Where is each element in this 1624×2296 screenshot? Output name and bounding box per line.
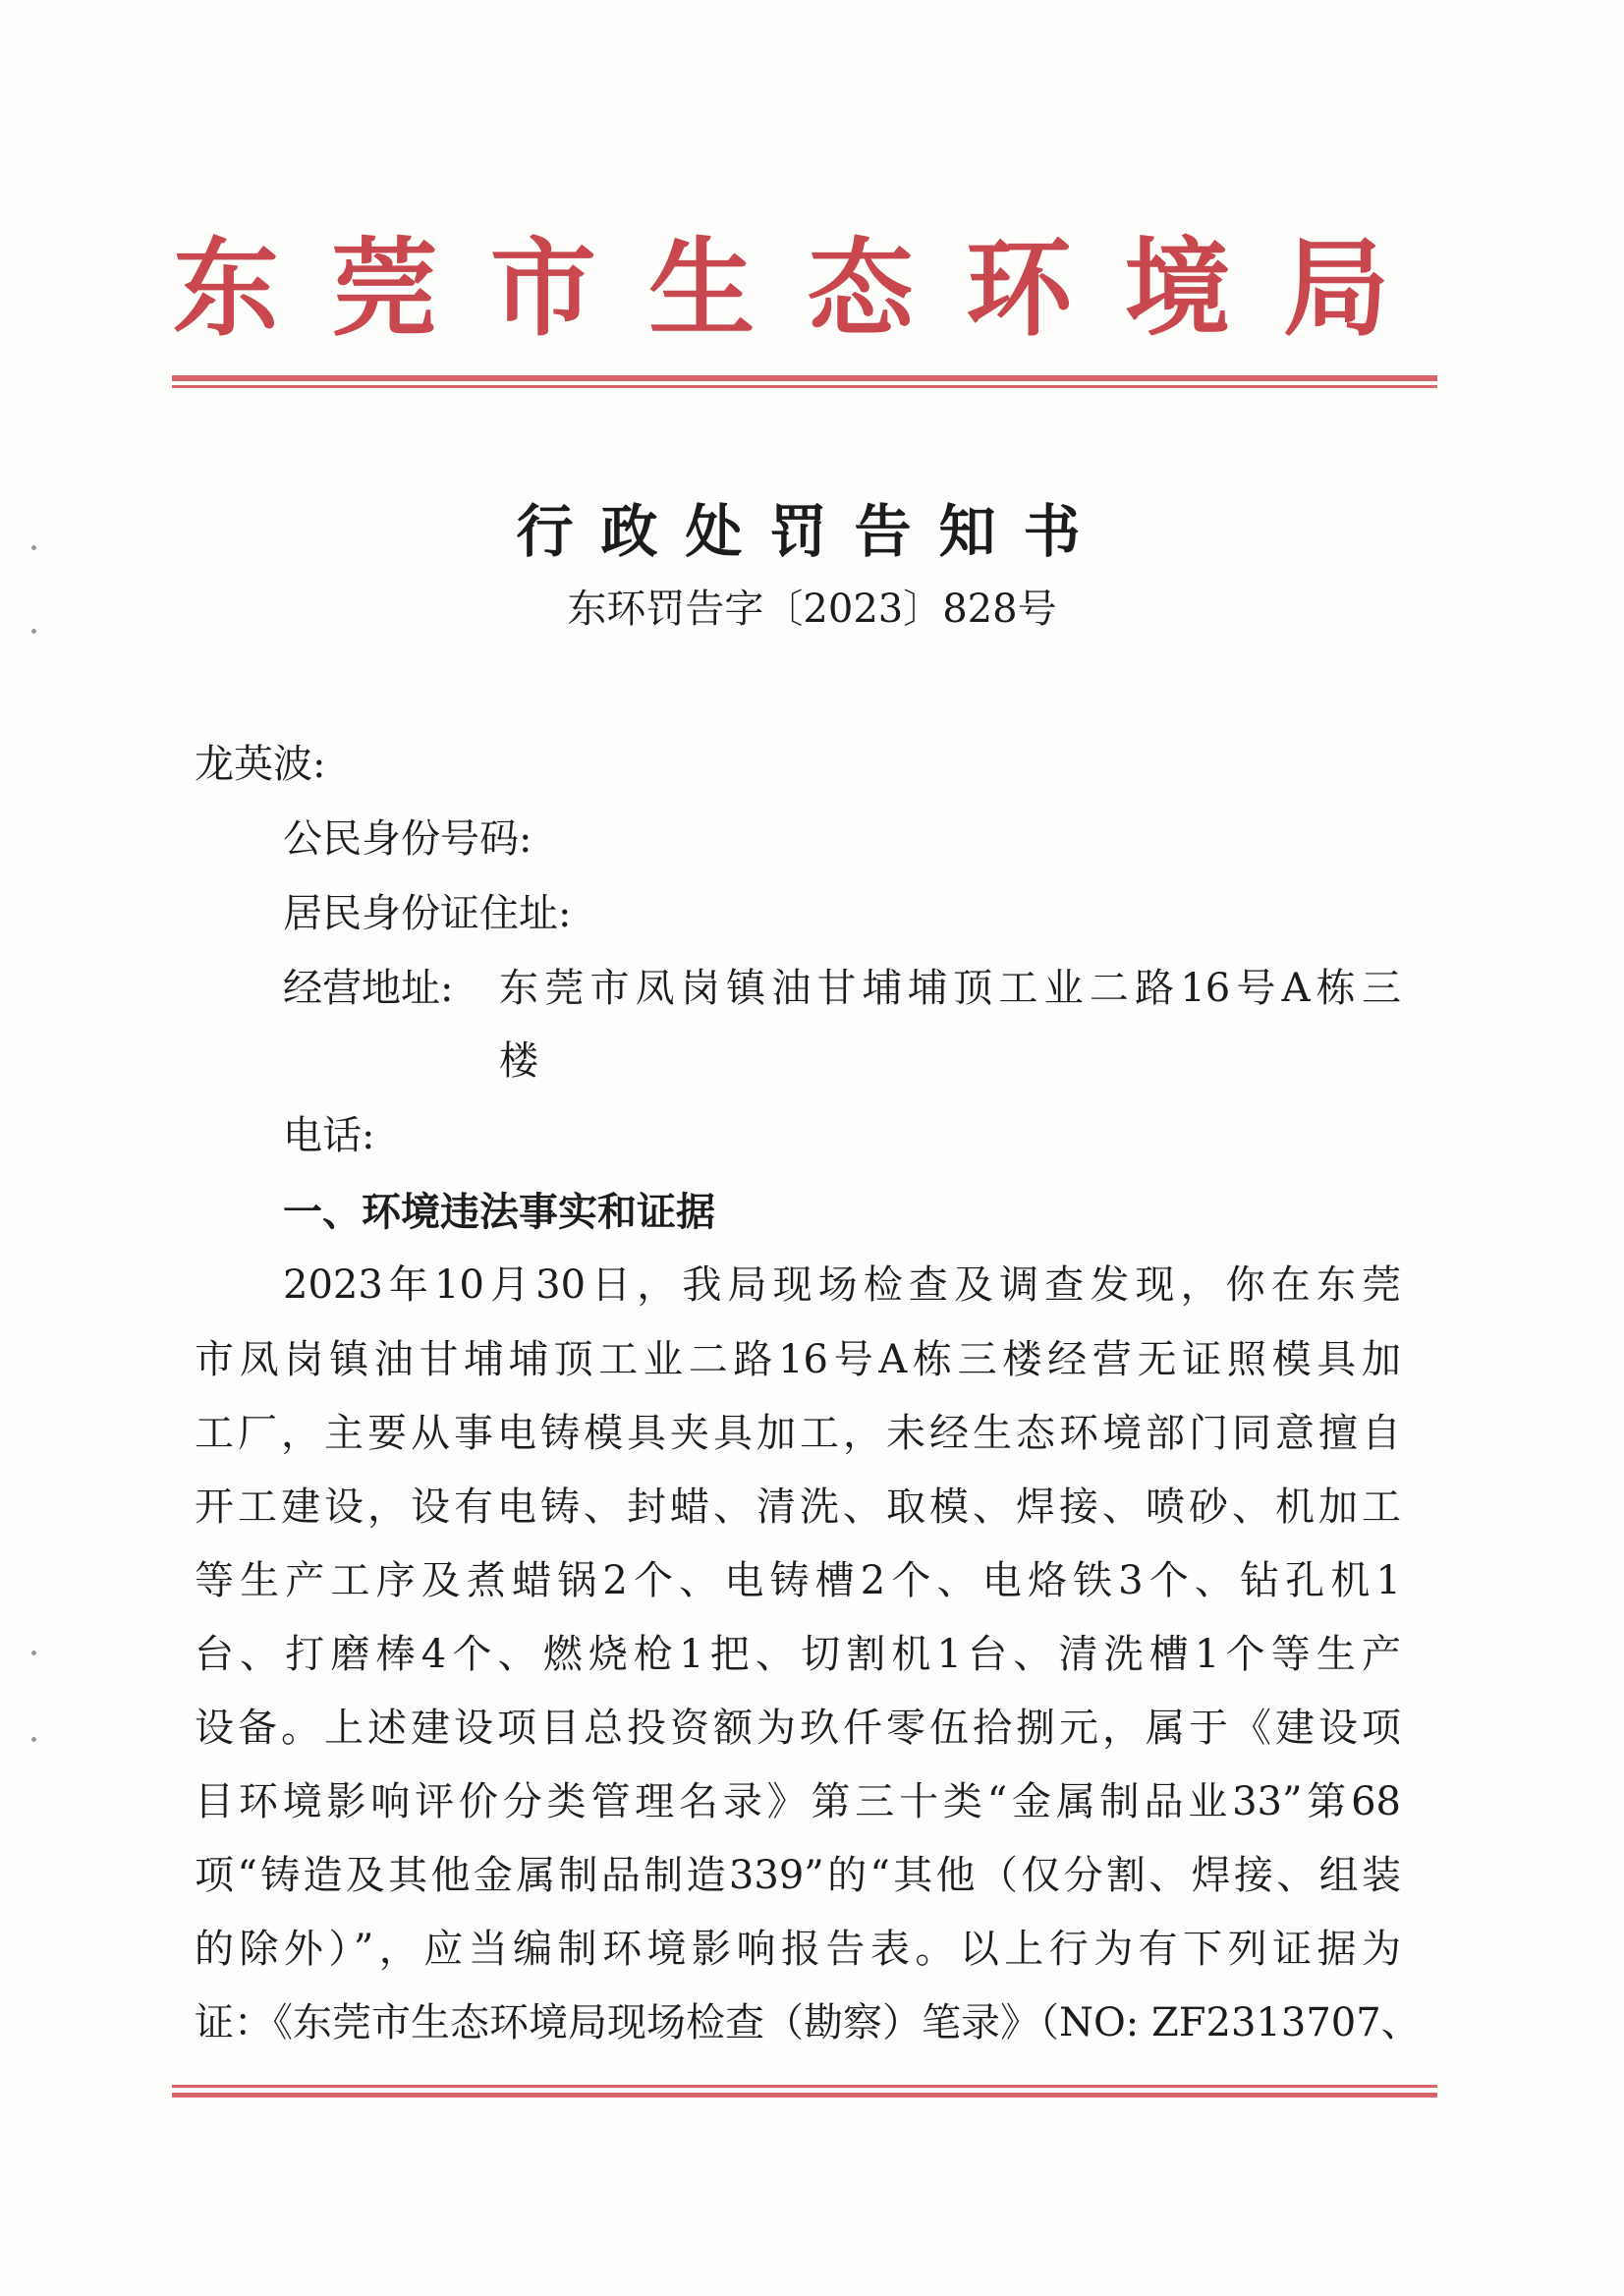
header-rule-thick <box>172 375 1437 381</box>
body-line: 设备。上述建设项目总投资额为玖仟零伍拾捌元，属于《建设项 <box>195 1706 1401 1751</box>
scan-mark <box>31 629 36 634</box>
phone-label: 电话: <box>283 1113 375 1158</box>
footer-rule-thick <box>172 2093 1437 2098</box>
body-line: 工厂，主要从事电铸模具夹具加工，未经生态环境部门同意擅自 <box>195 1411 1401 1456</box>
letterhead-char: 境 <box>1124 227 1231 351</box>
body-line: 证：《东莞市生态环境局现场检查（勘察）笔录》（NO: ZF2313707、 <box>195 2000 1421 2045</box>
document-title: 行政处罚告知书 <box>516 498 1108 565</box>
header-rule-thin <box>172 385 1437 388</box>
body-line: 市凤岗镇油甘埔埔顶工业二路16号A栋三楼经营无证照模具加 <box>195 1337 1401 1382</box>
business-address-line1: 东莞市凤岗镇油甘埔埔顶工业二路16号A栋三 <box>499 966 1401 1011</box>
business-address-line2: 楼 <box>499 1038 538 1084</box>
scan-mark <box>31 1737 36 1742</box>
letterhead-char: 东 <box>172 227 279 351</box>
body-line: 的除外）”，应当编制环境影响报告表。以上行为有下列证据为 <box>195 1927 1401 1972</box>
section-heading-facts: 一、环境违法事实和证据 <box>283 1190 715 1235</box>
recipient-name: 龙英波: <box>195 742 326 787</box>
body-line: 目环境影响评价分类管理名录》第三十类“金属制品业33”第68 <box>195 1779 1401 1824</box>
business-address-label: 经营地址: <box>283 966 454 1011</box>
letterhead-char: 生 <box>648 227 756 351</box>
letterhead-char: 环 <box>966 227 1073 351</box>
body-line: 2023年10月30日，我局现场检查及调查发现，你在东莞 <box>283 1262 1401 1308</box>
footer-rule-thin <box>172 2085 1437 2088</box>
id-number-label: 公民身份号码: <box>283 816 532 862</box>
issuer-letterhead <box>172 227 1390 351</box>
scan-mark <box>31 1651 36 1655</box>
body-line: 项“铸造及其他金属制品制造339”的“其他（仅分割、焊接、组装 <box>195 1853 1401 1898</box>
body-line: 等生产工序及煮蜡锅2个、电铸槽2个、电烙铁3个、钻孔机1 <box>195 1558 1401 1603</box>
letterhead-char: 莞 <box>331 227 438 351</box>
body-line: 开工建设，设有电铸、封蜡、清洗、取模、焊接、喷砂、机加工 <box>195 1484 1401 1530</box>
scan-mark <box>31 545 36 550</box>
letterhead-char: 市 <box>489 227 596 351</box>
residence-address-label: 居民身份证住址: <box>283 891 572 936</box>
letterhead-char: 局 <box>1282 227 1389 351</box>
document-number: 东环罚告字〔2023〕828号 <box>567 587 1057 632</box>
letterhead-char: 态 <box>807 227 914 351</box>
body-line: 台、打磨棒4个、燃烧枪1把、切割机1台、清洗槽1个等生产 <box>195 1632 1401 1677</box>
